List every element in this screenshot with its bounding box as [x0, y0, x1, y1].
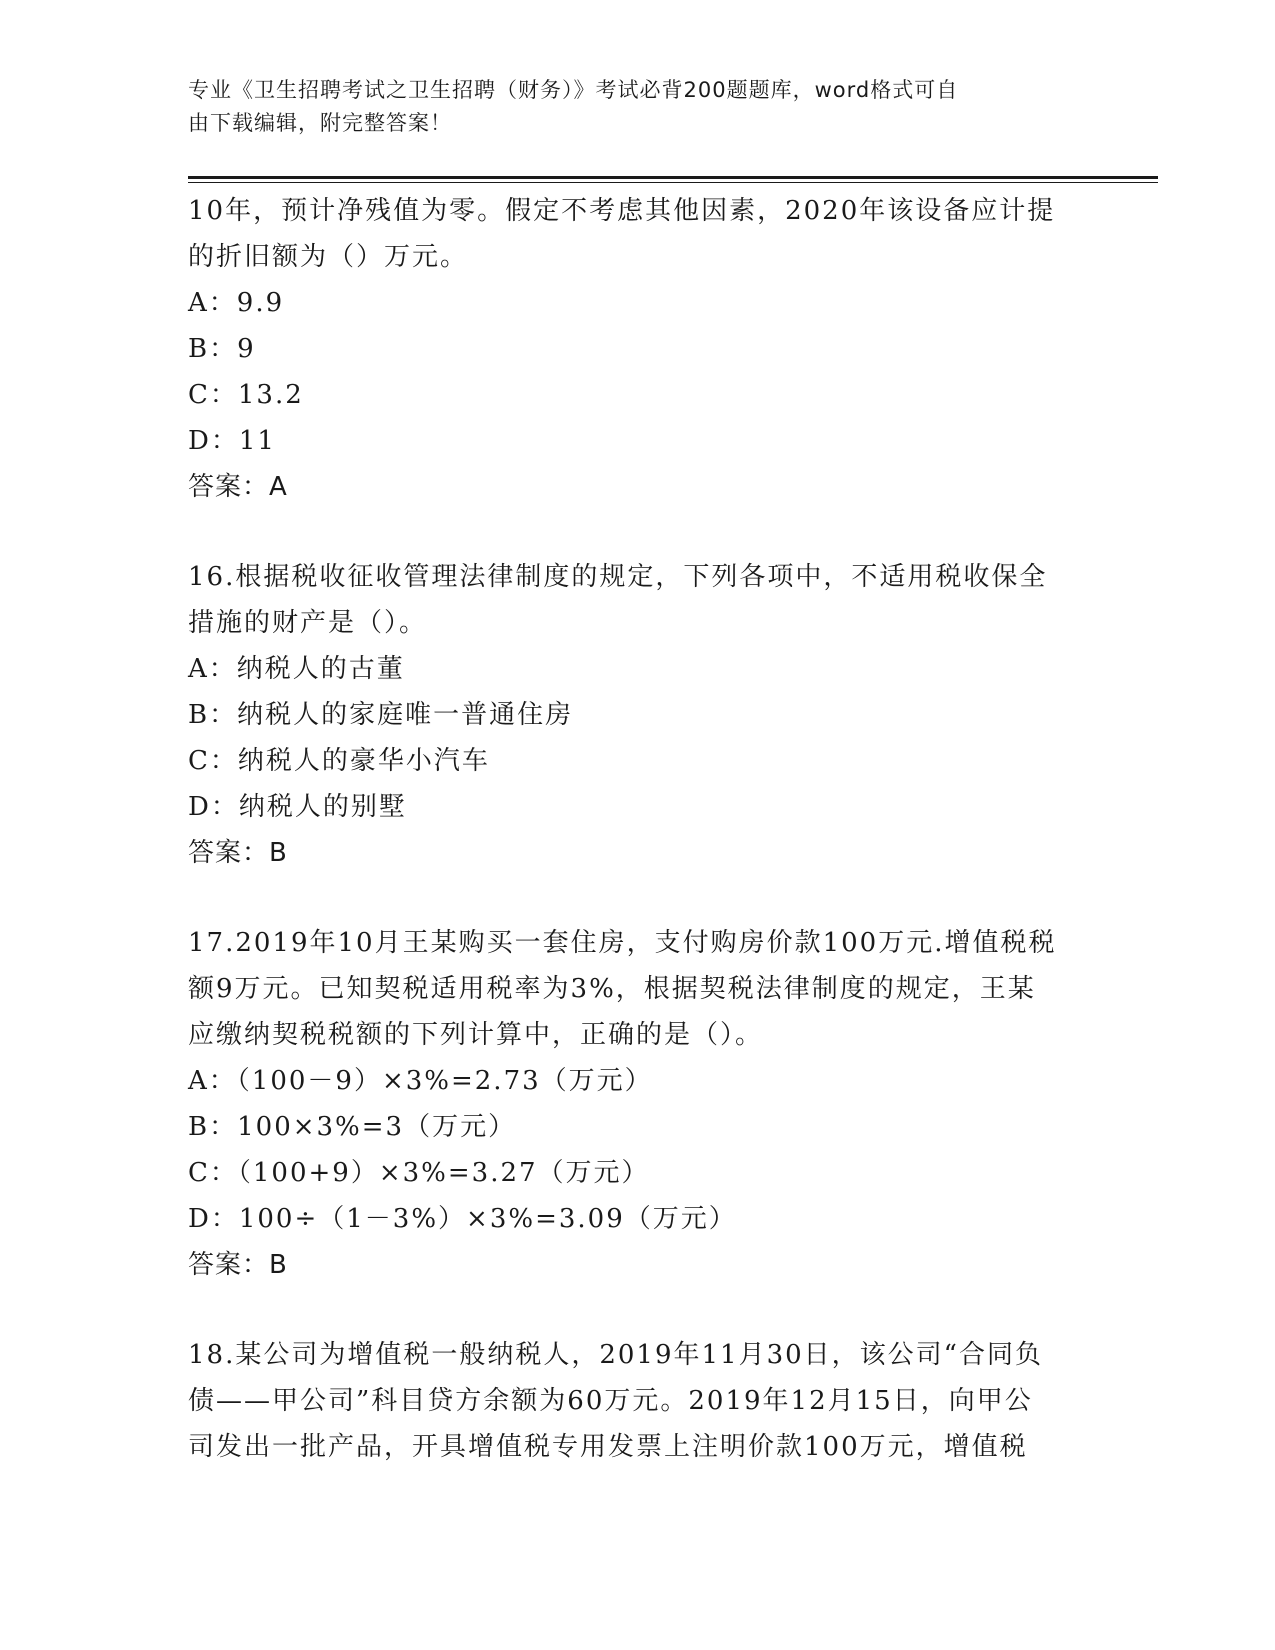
question-text-line: 应缴纳契税税额的下列计算中，正确的是（）。	[188, 1020, 764, 1050]
question-17	[188, 920, 1088, 1288]
question-text-line: 18.某公司为增值税一般纳税人，2019年11月30日，该公司“合同负	[188, 1340, 1043, 1370]
question-text-line: 债——甲公司”科目贷方余额为60万元。2019年12月15日，向甲公	[188, 1386, 1033, 1416]
spacer	[188, 510, 1088, 554]
document-header	[188, 74, 1068, 140]
answer-line: 答案：B	[188, 838, 288, 868]
question-text-line: 额9万元。已知契税适用税率为3%，根据契税法律制度的规定，王某	[188, 974, 1036, 1004]
question-16	[188, 554, 1088, 876]
spacer	[188, 876, 1088, 920]
header-line-2: 由下载编辑，附完整答案！	[188, 111, 452, 135]
option-c: C：13.2	[188, 380, 304, 410]
option-a: A：（100－9）×3%=2.73（万元）	[188, 1066, 653, 1096]
answer-line: 答案：B	[188, 1250, 288, 1280]
header-divider-thin	[188, 182, 1158, 183]
option-d: D：100÷（1－3%）×3%=3.09（万元）	[188, 1204, 737, 1234]
question-text-line: 10年，预计净残值为零。假定不考虑其他因素，2020年该设备应计提	[188, 196, 1056, 226]
spacer	[188, 1288, 1088, 1332]
document-body	[188, 188, 1088, 1470]
question-text-line: 司发出一批产品，开具增值税专用发票上注明价款100万元，增值税	[188, 1432, 1028, 1462]
question-text-line: 的折旧额为（）万元。	[188, 242, 469, 272]
option-c: C：（100+9）×3%=3.27（万元）	[188, 1158, 650, 1188]
option-b: B：纳税人的家庭唯一普通住房	[188, 700, 574, 730]
option-d: D：纳税人的别墅	[188, 792, 407, 822]
option-d: D：11	[188, 426, 276, 456]
question-text-line: 16.根据税收征收管理法律制度的规定，下列各项中，不适用税收保全	[188, 562, 1048, 592]
option-b: B：100×3%=3（万元）	[188, 1112, 517, 1142]
question-18	[188, 1332, 1088, 1470]
option-b: B：9	[188, 334, 256, 364]
option-a: A：纳税人的古董	[188, 654, 405, 684]
question-text-line: 措施的财产是（）。	[188, 608, 428, 638]
question-15	[188, 188, 1088, 510]
header-divider-thick	[188, 176, 1158, 179]
answer-line: 答案：A	[188, 472, 288, 502]
option-a: A：9.9	[188, 288, 285, 318]
header-line-1: 专业《卫生招聘考试之卫生招聘（财务）》考试必背200题题库，word格式可自	[188, 78, 959, 102]
question-text-line: 17.2019年10月王某购买一套住房，支付购房价款100万元.增值税税	[188, 928, 1057, 958]
option-c: C：纳税人的豪华小汽车	[188, 746, 490, 776]
